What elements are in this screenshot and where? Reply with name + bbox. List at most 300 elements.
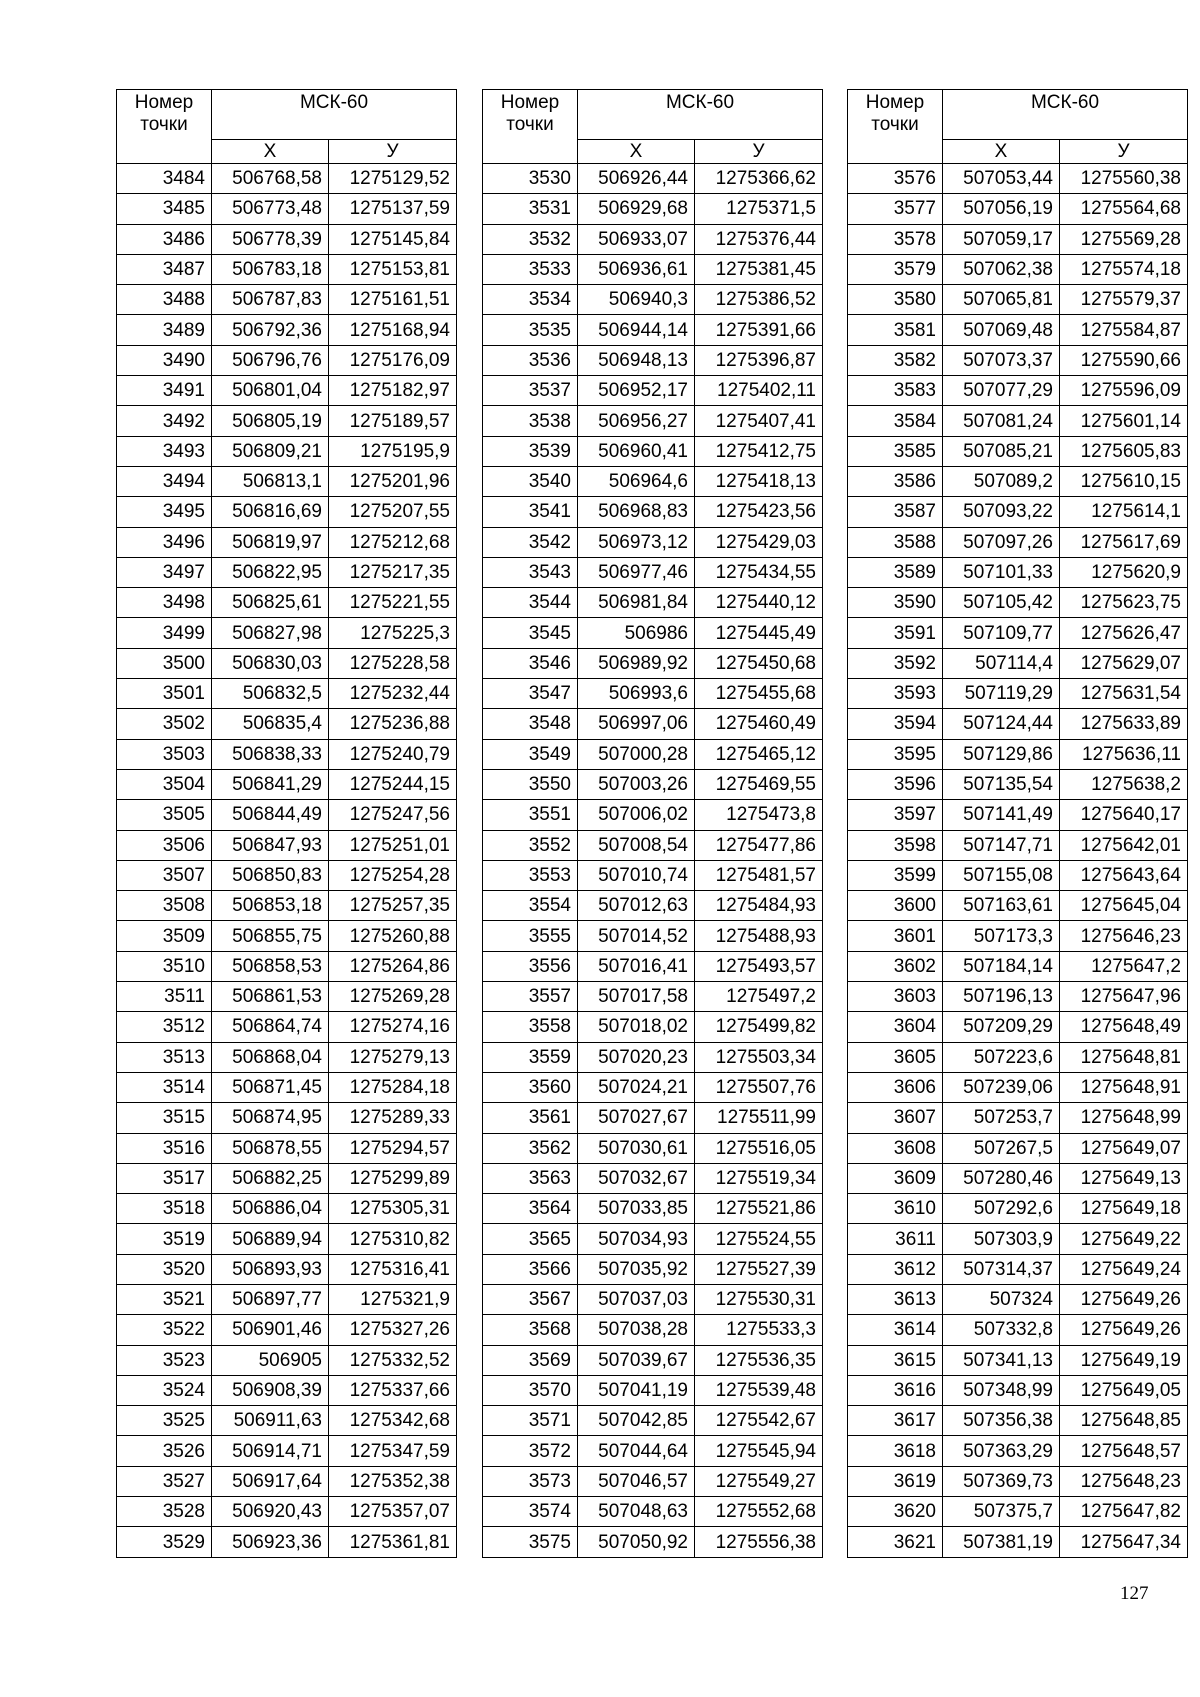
y-cell: 1275649,07 — [1060, 1133, 1188, 1163]
x-cell: 506886,04 — [212, 1194, 329, 1224]
point-number-cell: 3546 — [483, 648, 578, 678]
point-number-cell: 3494 — [117, 466, 212, 496]
y-cell: 1275649,24 — [1060, 1254, 1188, 1284]
x-cell: 507027,67 — [578, 1103, 695, 1133]
table-row — [848, 1103, 1188, 1133]
y-cell: 1275396,87 — [695, 345, 823, 375]
table-body — [117, 164, 457, 1558]
x-cell: 507044,64 — [578, 1436, 695, 1466]
point-number-header: Номер точки — [483, 90, 578, 164]
point-number-cell: 3608 — [848, 1133, 943, 1163]
table-row — [483, 466, 823, 496]
y-cell: 1275626,47 — [1060, 618, 1188, 648]
x-cell: 507000,28 — [578, 739, 695, 769]
y-cell: 1275533,3 — [695, 1315, 823, 1345]
table-body — [848, 164, 1188, 1558]
x-cell: 506923,36 — [212, 1527, 329, 1557]
x-cell: 506893,93 — [212, 1254, 329, 1284]
table-body — [483, 164, 823, 1558]
table-row — [848, 648, 1188, 678]
point-number-cell: 3617 — [848, 1406, 943, 1436]
table-row — [483, 1436, 823, 1466]
table-row — [117, 1012, 457, 1042]
table-row — [117, 769, 457, 799]
x-cell: 507341,13 — [943, 1345, 1060, 1375]
point-number-cell: 3586 — [848, 466, 943, 496]
x-cell: 507069,48 — [943, 315, 1060, 345]
point-number-cell: 3537 — [483, 376, 578, 406]
table-row — [117, 1133, 457, 1163]
y-cell: 1275257,35 — [329, 891, 457, 921]
table-row — [483, 860, 823, 890]
y-cell: 1275560,38 — [1060, 164, 1188, 194]
y-cell: 1275648,99 — [1060, 1103, 1188, 1133]
x-cell: 506933,07 — [578, 224, 695, 254]
point-number-cell: 3484 — [117, 164, 212, 194]
y-cell: 1275445,49 — [695, 618, 823, 648]
table-row — [848, 1406, 1188, 1436]
table-row — [483, 618, 823, 648]
y-cell: 1275316,41 — [329, 1254, 457, 1284]
point-number-cell: 3516 — [117, 1133, 212, 1163]
table-row — [117, 436, 457, 466]
y-cell: 1275440,12 — [695, 588, 823, 618]
x-cell: 506952,17 — [578, 376, 695, 406]
point-number-cell: 3601 — [848, 921, 943, 951]
point-number-cell: 3596 — [848, 769, 943, 799]
table-row — [848, 557, 1188, 587]
y-cell: 1275542,67 — [695, 1406, 823, 1436]
y-cell: 1275294,57 — [329, 1133, 457, 1163]
table-row — [117, 982, 457, 1012]
table-row — [848, 1375, 1188, 1405]
x-cell: 506816,69 — [212, 497, 329, 527]
y-cell: 1275251,01 — [329, 830, 457, 860]
x-cell: 507012,63 — [578, 891, 695, 921]
x-cell: 507147,71 — [943, 830, 1060, 860]
point-number-cell: 3539 — [483, 436, 578, 466]
table-row — [483, 1072, 823, 1102]
point-number-cell: 3548 — [483, 709, 578, 739]
x-cell: 506847,93 — [212, 830, 329, 860]
table-row — [117, 800, 457, 830]
y-cell: 1275232,44 — [329, 679, 457, 709]
table-row — [848, 1194, 1188, 1224]
page-number: 127 — [1120, 1583, 1149, 1604]
x-cell: 507209,29 — [943, 1012, 1060, 1042]
point-number-cell: 3526 — [117, 1436, 212, 1466]
table-row — [483, 769, 823, 799]
table-row — [483, 315, 823, 345]
y-cell: 1275137,59 — [329, 194, 457, 224]
table-row — [848, 224, 1188, 254]
x-cell: 506986 — [578, 618, 695, 648]
table-row — [117, 1466, 457, 1496]
y-cell: 1275549,27 — [695, 1466, 823, 1496]
point-number-cell: 3491 — [117, 376, 212, 406]
y-cell: 1275649,26 — [1060, 1284, 1188, 1314]
x-cell: 507141,49 — [943, 800, 1060, 830]
point-number-cell: 3530 — [483, 164, 578, 194]
table-row — [483, 588, 823, 618]
point-number-cell: 3532 — [483, 224, 578, 254]
table-row — [483, 830, 823, 860]
x-cell: 507048,63 — [578, 1497, 695, 1527]
table-row — [483, 557, 823, 587]
table-row — [848, 164, 1188, 194]
point-number-cell: 3569 — [483, 1345, 578, 1375]
y-cell: 1275647,34 — [1060, 1527, 1188, 1557]
point-number-cell: 3524 — [117, 1375, 212, 1405]
point-number-cell: 3611 — [848, 1224, 943, 1254]
point-number-cell: 3613 — [848, 1284, 943, 1314]
point-number-cell: 3503 — [117, 739, 212, 769]
y-cell: 1275521,86 — [695, 1194, 823, 1224]
table-row — [117, 709, 457, 739]
y-cell: 1275347,59 — [329, 1436, 457, 1466]
table-row — [483, 1103, 823, 1133]
x-cell: 507356,38 — [943, 1406, 1060, 1436]
point-number-cell: 3590 — [848, 588, 943, 618]
y-cell: 1275161,51 — [329, 285, 457, 315]
y-cell: 1275477,86 — [695, 830, 823, 860]
point-number-cell: 3594 — [848, 709, 943, 739]
x-cell: 507010,74 — [578, 860, 695, 890]
point-number-cell: 3528 — [117, 1497, 212, 1527]
table-row — [117, 254, 457, 284]
x-cell: 507081,24 — [943, 406, 1060, 436]
y-cell: 1275418,13 — [695, 466, 823, 496]
x-cell: 506917,64 — [212, 1466, 329, 1496]
y-cell: 1275545,94 — [695, 1436, 823, 1466]
point-number-cell: 3543 — [483, 557, 578, 587]
point-number-cell: 3588 — [848, 527, 943, 557]
x-cell: 506908,39 — [212, 1375, 329, 1405]
x-cell: 506861,53 — [212, 982, 329, 1012]
x-cell: 507016,41 — [578, 951, 695, 981]
point-number-cell: 3556 — [483, 951, 578, 981]
table-row — [483, 436, 823, 466]
x-cell: 506838,33 — [212, 739, 329, 769]
point-number-cell: 3497 — [117, 557, 212, 587]
point-number-cell: 3620 — [848, 1497, 943, 1527]
point-number-cell: 3568 — [483, 1315, 578, 1345]
table-row — [117, 1194, 457, 1224]
x-cell: 506864,74 — [212, 1012, 329, 1042]
x-cell: 506977,46 — [578, 557, 695, 587]
y-cell: 1275269,28 — [329, 982, 457, 1012]
y-cell: 1275536,35 — [695, 1345, 823, 1375]
table-row — [117, 1042, 457, 1072]
x-cell: 507135,54 — [943, 769, 1060, 799]
y-cell: 1275236,88 — [329, 709, 457, 739]
table-row — [848, 618, 1188, 648]
x-cell: 507239,06 — [943, 1072, 1060, 1102]
table-row — [848, 1315, 1188, 1345]
table-row — [117, 527, 457, 557]
table-row — [848, 194, 1188, 224]
y-cell: 1275402,11 — [695, 376, 823, 406]
x-cell: 507073,37 — [943, 345, 1060, 375]
table-row — [848, 1436, 1188, 1466]
x-cell: 506825,61 — [212, 588, 329, 618]
y-cell: 1275371,5 — [695, 194, 823, 224]
x-cell: 506868,04 — [212, 1042, 329, 1072]
y-cell: 1275465,12 — [695, 739, 823, 769]
x-cell: 506773,48 — [212, 194, 329, 224]
y-cell: 1275648,23 — [1060, 1466, 1188, 1496]
y-cell: 1275386,52 — [695, 285, 823, 315]
table-row — [483, 497, 823, 527]
table-row — [117, 1072, 457, 1102]
x-cell: 506768,58 — [212, 164, 329, 194]
x-cell: 507006,02 — [578, 800, 695, 830]
x-cell: 507089,2 — [943, 466, 1060, 496]
table-row — [117, 466, 457, 496]
point-number-header: Номер точки — [848, 90, 943, 164]
point-number-cell: 3518 — [117, 1194, 212, 1224]
y-cell: 1275327,26 — [329, 1315, 457, 1345]
table-row — [483, 739, 823, 769]
y-cell: 1275636,11 — [1060, 739, 1188, 769]
x-cell: 507035,92 — [578, 1254, 695, 1284]
y-cell: 1275488,93 — [695, 921, 823, 951]
table-row — [117, 679, 457, 709]
point-number-cell: 3536 — [483, 345, 578, 375]
point-number-cell: 3592 — [848, 648, 943, 678]
point-number-cell: 3507 — [117, 860, 212, 890]
point-number-cell: 3529 — [117, 1527, 212, 1557]
point-number-cell: 3581 — [848, 315, 943, 345]
table-row — [117, 891, 457, 921]
table-row — [117, 315, 457, 345]
table-row — [483, 1042, 823, 1072]
y-cell: 1275450,68 — [695, 648, 823, 678]
point-number-cell: 3512 — [117, 1012, 212, 1042]
point-number-cell: 3495 — [117, 497, 212, 527]
table-row — [117, 1436, 457, 1466]
table-row — [117, 224, 457, 254]
point-number-cell: 3505 — [117, 800, 212, 830]
y-cell: 1275484,93 — [695, 891, 823, 921]
y-cell: 1275556,38 — [695, 1527, 823, 1557]
table-row — [848, 679, 1188, 709]
x-cell: 506813,1 — [212, 466, 329, 496]
coordinate-system-header: МСК-60 — [578, 90, 823, 140]
point-number-cell: 3577 — [848, 194, 943, 224]
x-cell: 507155,08 — [943, 860, 1060, 890]
y-cell: 1275412,75 — [695, 436, 823, 466]
point-number-cell: 3565 — [483, 1224, 578, 1254]
point-number-cell: 3521 — [117, 1284, 212, 1314]
x-cell: 506809,21 — [212, 436, 329, 466]
table-row — [848, 739, 1188, 769]
y-cell: 1275332,52 — [329, 1345, 457, 1375]
y-cell: 1275145,84 — [329, 224, 457, 254]
y-cell: 1275645,04 — [1060, 891, 1188, 921]
y-cell: 1275357,07 — [329, 1497, 457, 1527]
table-row — [117, 1497, 457, 1527]
y-cell: 1275481,57 — [695, 860, 823, 890]
table-row — [117, 951, 457, 981]
x-cell: 506778,39 — [212, 224, 329, 254]
x-cell: 507039,67 — [578, 1345, 695, 1375]
point-number-cell: 3522 — [117, 1315, 212, 1345]
x-cell: 507163,61 — [943, 891, 1060, 921]
point-number-cell: 3520 — [117, 1254, 212, 1284]
point-number-cell: 3609 — [848, 1163, 943, 1193]
y-cell: 1275429,03 — [695, 527, 823, 557]
y-cell: 1275649,13 — [1060, 1163, 1188, 1193]
table-row — [117, 860, 457, 890]
x-cell: 507097,26 — [943, 527, 1060, 557]
table-row — [483, 1194, 823, 1224]
point-number-cell: 3553 — [483, 860, 578, 890]
x-cell: 506844,49 — [212, 800, 329, 830]
x-cell: 506835,4 — [212, 709, 329, 739]
point-number-cell: 3538 — [483, 406, 578, 436]
x-cell: 506792,36 — [212, 315, 329, 345]
table-row — [483, 345, 823, 375]
coordinates-table-3 — [847, 89, 1188, 1558]
table-row — [117, 1406, 457, 1436]
table-row — [848, 1345, 1188, 1375]
point-number-cell: 3496 — [117, 527, 212, 557]
y-cell: 1275366,62 — [695, 164, 823, 194]
y-cell: 1275610,15 — [1060, 466, 1188, 496]
point-number-cell: 3603 — [848, 982, 943, 1012]
point-number-cell: 3619 — [848, 1466, 943, 1496]
table-row — [848, 527, 1188, 557]
x-cell: 506841,29 — [212, 769, 329, 799]
y-cell: 1275376,44 — [695, 224, 823, 254]
point-number-cell: 3573 — [483, 1466, 578, 1496]
y-cell: 1275629,07 — [1060, 648, 1188, 678]
x-cell: 506855,75 — [212, 921, 329, 951]
table-row — [848, 800, 1188, 830]
table-row — [483, 891, 823, 921]
table-row — [848, 951, 1188, 981]
point-number-cell: 3514 — [117, 1072, 212, 1102]
x-cell: 507129,86 — [943, 739, 1060, 769]
point-number-cell: 3558 — [483, 1012, 578, 1042]
y-cell: 1275516,05 — [695, 1133, 823, 1163]
y-cell: 1275254,28 — [329, 860, 457, 890]
point-number-cell: 3515 — [117, 1103, 212, 1133]
y-cell: 1275552,68 — [695, 1497, 823, 1527]
point-number-cell: 3489 — [117, 315, 212, 345]
point-number-cell: 3561 — [483, 1103, 578, 1133]
y-cell: 1275643,64 — [1060, 860, 1188, 890]
x-cell: 506973,12 — [578, 527, 695, 557]
table-row — [483, 1284, 823, 1314]
table-row — [117, 921, 457, 951]
x-header: Х — [943, 140, 1060, 164]
x-cell: 507124,44 — [943, 709, 1060, 739]
x-cell: 507018,02 — [578, 1012, 695, 1042]
coordinate-system-header: МСК-60 — [212, 90, 457, 140]
point-number-cell: 3567 — [483, 1284, 578, 1314]
x-cell: 507109,77 — [943, 618, 1060, 648]
y-cell: 1275614,1 — [1060, 497, 1188, 527]
point-number-cell: 3602 — [848, 951, 943, 981]
table-row — [117, 376, 457, 406]
x-cell: 507085,21 — [943, 436, 1060, 466]
table-row — [848, 830, 1188, 860]
y-cell: 1275274,16 — [329, 1012, 457, 1042]
table-row — [848, 891, 1188, 921]
point-number-cell: 3576 — [848, 164, 943, 194]
x-cell: 506801,04 — [212, 376, 329, 406]
table-row — [848, 1072, 1188, 1102]
y-cell: 1275207,55 — [329, 497, 457, 527]
point-number-cell: 3535 — [483, 315, 578, 345]
table-row — [483, 1466, 823, 1496]
table-row — [848, 1012, 1188, 1042]
point-number-cell: 3519 — [117, 1224, 212, 1254]
y-header: У — [695, 140, 823, 164]
y-cell: 1275649,18 — [1060, 1194, 1188, 1224]
table-row — [848, 254, 1188, 284]
y-cell: 1275310,82 — [329, 1224, 457, 1254]
y-cell: 1275244,15 — [329, 769, 457, 799]
y-cell: 1275649,05 — [1060, 1375, 1188, 1405]
point-number-cell: 3580 — [848, 285, 943, 315]
table-row — [483, 1224, 823, 1254]
y-cell: 1275640,17 — [1060, 800, 1188, 830]
x-cell: 507046,57 — [578, 1466, 695, 1496]
table-row — [483, 1527, 823, 1557]
coordinates-table-2 — [482, 89, 823, 1558]
point-number-cell: 3563 — [483, 1163, 578, 1193]
x-cell: 507033,85 — [578, 1194, 695, 1224]
x-cell: 507024,21 — [578, 1072, 695, 1102]
point-number-cell: 3585 — [848, 436, 943, 466]
table-row — [117, 1527, 457, 1557]
table-row — [117, 1284, 457, 1314]
y-cell: 1275574,18 — [1060, 254, 1188, 284]
x-cell: 507332,8 — [943, 1315, 1060, 1345]
point-number-cell: 3534 — [483, 285, 578, 315]
y-cell: 1275519,34 — [695, 1163, 823, 1193]
table-row — [483, 648, 823, 678]
table-row — [483, 1315, 823, 1345]
x-cell: 506911,63 — [212, 1406, 329, 1436]
x-cell: 507008,54 — [578, 830, 695, 860]
y-cell: 1275217,35 — [329, 557, 457, 587]
y-cell: 1275647,2 — [1060, 951, 1188, 981]
x-cell: 506827,98 — [212, 618, 329, 648]
x-cell: 506905 — [212, 1345, 329, 1375]
point-number-cell: 3531 — [483, 194, 578, 224]
table-row — [848, 1133, 1188, 1163]
y-cell: 1275649,19 — [1060, 1345, 1188, 1375]
y-cell: 1275530,31 — [695, 1284, 823, 1314]
y-cell: 1275321,9 — [329, 1284, 457, 1314]
x-cell: 506956,27 — [578, 406, 695, 436]
point-number-cell: 3490 — [117, 345, 212, 375]
point-number-cell: 3486 — [117, 224, 212, 254]
y-cell: 1275342,68 — [329, 1406, 457, 1436]
point-number-cell: 3509 — [117, 921, 212, 951]
y-cell: 1275434,55 — [695, 557, 823, 587]
x-cell: 507065,81 — [943, 285, 1060, 315]
x-cell: 507038,28 — [578, 1315, 695, 1345]
table-row — [848, 1042, 1188, 1072]
table-row — [483, 951, 823, 981]
x-cell: 507041,19 — [578, 1375, 695, 1405]
x-cell: 506819,97 — [212, 527, 329, 557]
